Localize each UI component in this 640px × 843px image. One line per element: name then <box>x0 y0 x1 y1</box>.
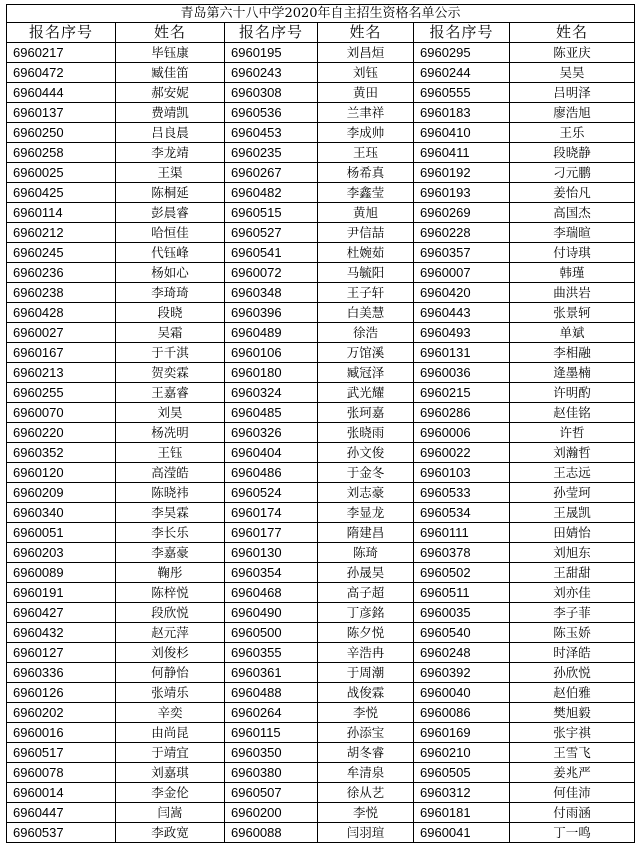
student-name-cell: 辛浩冉 <box>318 643 414 663</box>
table-row <box>7 223 635 243</box>
table-head <box>7 5 635 43</box>
student-name-cell: 万馆溪 <box>318 343 414 363</box>
student-name-cell: 武光耀 <box>318 383 414 403</box>
student-name-cell: 于靖宜 <box>116 743 225 763</box>
student-name-cell: 何佳沛 <box>510 783 635 803</box>
registration-number-cell: 6960502 <box>414 563 510 583</box>
student-name-cell: 吕明泽 <box>510 83 635 103</box>
student-name-cell: 逄墨楠 <box>510 363 635 383</box>
registration-number-cell: 6960511 <box>414 583 510 603</box>
registration-number-cell: 6960022 <box>414 443 510 463</box>
student-name-cell: 于千淇 <box>116 343 225 363</box>
student-name-cell: 吴昊 <box>510 63 635 83</box>
registration-number-cell: 6960340 <box>7 503 116 523</box>
table-row <box>7 423 635 443</box>
student-name-cell: 张宇祺 <box>510 723 635 743</box>
registration-number-cell: 6960209 <box>7 483 116 503</box>
registration-number-cell: 6960420 <box>414 283 510 303</box>
registration-number-cell: 6960537 <box>7 823 116 843</box>
student-name-cell: 由尚昆 <box>116 723 225 743</box>
student-name-cell: 臧冠泽 <box>318 363 414 383</box>
registration-number-cell: 6960137 <box>7 103 116 123</box>
student-name-cell: 刁元鹏 <box>510 163 635 183</box>
table-row <box>7 703 635 723</box>
registration-number-cell: 6960361 <box>225 663 318 683</box>
student-name-cell: 彭晨睿 <box>116 203 225 223</box>
registration-number-cell: 6960392 <box>414 663 510 683</box>
table-row <box>7 363 635 383</box>
student-name-cell: 臧佳笛 <box>116 63 225 83</box>
registration-number-cell: 6960308 <box>225 83 318 103</box>
student-name-cell: 兰聿祥 <box>318 103 414 123</box>
student-name-cell: 孙莹珂 <box>510 483 635 503</box>
student-name-cell: 刘志豪 <box>318 483 414 503</box>
table-row <box>7 323 635 343</box>
registration-number-cell: 6960534 <box>414 503 510 523</box>
table-row <box>7 403 635 423</box>
table-row <box>7 43 635 63</box>
table-row <box>7 723 635 743</box>
student-name-cell: 赵元萍 <box>116 623 225 643</box>
student-name-cell: 杨如心 <box>116 263 225 283</box>
student-name-cell: 郝安妮 <box>116 83 225 103</box>
student-name-cell: 王珏 <box>318 143 414 163</box>
title-row <box>7 5 635 23</box>
registration-number-cell: 6960404 <box>225 443 318 463</box>
registration-number-cell: 6960106 <box>225 343 318 363</box>
registration-number-cell: 6960264 <box>225 703 318 723</box>
registration-number-cell: 6960517 <box>7 743 116 763</box>
student-name-cell: 王子轩 <box>318 283 414 303</box>
student-name-cell: 高国杰 <box>510 203 635 223</box>
registration-number-cell: 6960488 <box>225 683 318 703</box>
student-name-cell: 李长乐 <box>116 523 225 543</box>
registration-number-cell: 6960447 <box>7 803 116 823</box>
registration-number-cell: 6960203 <box>7 543 116 563</box>
registration-number-cell: 6960215 <box>414 383 510 403</box>
registration-number-cell: 6960267 <box>225 163 318 183</box>
student-name-cell: 陈琦 <box>318 543 414 563</box>
student-name-cell: 丁一鸣 <box>510 823 635 843</box>
student-name-cell: 徐从艺 <box>318 783 414 803</box>
student-name-cell: 胡冬睿 <box>318 743 414 763</box>
table-row <box>7 783 635 803</box>
student-name-cell: 曲洪岩 <box>510 283 635 303</box>
table-row <box>7 803 635 823</box>
registration-number-cell: 6960485 <box>225 403 318 423</box>
registration-number-cell: 6960527 <box>225 223 318 243</box>
student-name-cell: 李金伦 <box>116 783 225 803</box>
student-name-cell: 孙晟昊 <box>318 563 414 583</box>
table-row <box>7 663 635 683</box>
student-name-cell: 王甜甜 <box>510 563 635 583</box>
student-name-cell: 孙文俊 <box>318 443 414 463</box>
student-name-cell: 李龙靖 <box>116 143 225 163</box>
student-name-cell: 赵佳铭 <box>510 403 635 423</box>
registration-number-cell: 6960006 <box>414 423 510 443</box>
registration-number-cell: 6960396 <box>225 303 318 323</box>
student-name-cell: 李相融 <box>510 343 635 363</box>
registration-number-cell: 6960200 <box>225 803 318 823</box>
registration-number-cell: 6960126 <box>7 683 116 703</box>
registration-number-cell: 6960025 <box>7 163 116 183</box>
registration-number-cell: 6960348 <box>225 283 318 303</box>
registration-number-cell: 6960355 <box>225 643 318 663</box>
table-row <box>7 463 635 483</box>
registration-number-cell: 6960536 <box>225 103 318 123</box>
registration-number-cell: 6960269 <box>414 203 510 223</box>
student-name-cell: 隋建昌 <box>318 523 414 543</box>
student-name-cell: 陈亚庆 <box>510 43 635 63</box>
registration-number-cell: 6960505 <box>414 763 510 783</box>
column-header-id: 报名序号 <box>414 23 510 43</box>
admission-list-table <box>6 4 635 843</box>
table-row <box>7 643 635 663</box>
registration-number-cell: 6960127 <box>7 643 116 663</box>
registration-number-cell: 6960169 <box>414 723 510 743</box>
student-name-cell: 李悦 <box>318 803 414 823</box>
student-name-cell: 张晓雨 <box>318 423 414 443</box>
registration-number-cell: 6960515 <box>225 203 318 223</box>
student-name-cell: 陈梓悦 <box>116 583 225 603</box>
registration-number-cell: 6960357 <box>414 243 510 263</box>
student-name-cell: 于周潮 <box>318 663 414 683</box>
registration-number-cell: 6960103 <box>414 463 510 483</box>
student-name-cell: 杨冼明 <box>116 423 225 443</box>
registration-number-cell: 6960035 <box>414 603 510 623</box>
table-row <box>7 63 635 83</box>
student-name-cell: 李琦琦 <box>116 283 225 303</box>
student-name-cell: 闫羽瑄 <box>318 823 414 843</box>
student-name-cell: 李瑞暄 <box>510 223 635 243</box>
registration-number-cell: 6960380 <box>225 763 318 783</box>
student-name-cell: 刘昌烜 <box>318 43 414 63</box>
table-row <box>7 683 635 703</box>
table-row <box>7 103 635 123</box>
registration-number-cell: 6960193 <box>414 183 510 203</box>
registration-number-cell: 6960212 <box>7 223 116 243</box>
table-row <box>7 503 635 523</box>
registration-number-cell: 6960115 <box>225 723 318 743</box>
table-row <box>7 443 635 463</box>
student-name-cell: 刘亦佳 <box>510 583 635 603</box>
student-name-cell: 孙添宝 <box>318 723 414 743</box>
student-name-cell: 王渠 <box>116 163 225 183</box>
student-name-cell: 王乐 <box>510 123 635 143</box>
student-name-cell: 刘钰 <box>318 63 414 83</box>
student-name-cell: 高子超 <box>318 583 414 603</box>
student-name-cell: 段晓 <box>116 303 225 323</box>
registration-number-cell: 6960183 <box>414 103 510 123</box>
registration-number-cell: 6960202 <box>7 703 116 723</box>
registration-number-cell: 6960070 <box>7 403 116 423</box>
student-name-cell: 樊旭毅 <box>510 703 635 723</box>
registration-number-cell: 6960540 <box>414 623 510 643</box>
page-title: 青岛第六十八中学2020年自主招生资格名单公示 <box>7 5 635 23</box>
registration-number-cell: 6960195 <box>225 43 318 63</box>
registration-number-cell: 6960411 <box>414 143 510 163</box>
table-row <box>7 123 635 143</box>
table-row <box>7 143 635 163</box>
registration-number-cell: 6960180 <box>225 363 318 383</box>
registration-number-cell: 6960228 <box>414 223 510 243</box>
registration-number-cell: 6960078 <box>7 763 116 783</box>
student-name-cell: 姜怡凡 <box>510 183 635 203</box>
registration-number-cell: 6960486 <box>225 463 318 483</box>
column-header-name: 姓名 <box>318 23 414 43</box>
column-header-name: 姓名 <box>116 23 225 43</box>
student-name-cell: 李显龙 <box>318 503 414 523</box>
registration-number-cell: 6960472 <box>7 63 116 83</box>
table-row <box>7 623 635 643</box>
registration-number-cell: 6960524 <box>225 483 318 503</box>
registration-number-cell: 6960174 <box>225 503 318 523</box>
registration-number-cell: 6960088 <box>225 823 318 843</box>
student-name-cell: 吴霜 <box>116 323 225 343</box>
student-name-cell: 牟清泉 <box>318 763 414 783</box>
student-name-cell: 段晓静 <box>510 143 635 163</box>
registration-number-cell: 6960236 <box>7 263 116 283</box>
table-row <box>7 183 635 203</box>
registration-number-cell: 6960378 <box>414 543 510 563</box>
registration-number-cell: 6960041 <box>414 823 510 843</box>
student-name-cell: 何静怡 <box>116 663 225 683</box>
student-name-cell: 马毓阳 <box>318 263 414 283</box>
registration-number-cell: 6960250 <box>7 123 116 143</box>
registration-number-cell: 6960027 <box>7 323 116 343</box>
student-name-cell: 付诗琪 <box>510 243 635 263</box>
student-name-cell: 杜婉茹 <box>318 243 414 263</box>
registration-number-cell: 6960245 <box>7 243 116 263</box>
student-name-cell: 孙欣悦 <box>510 663 635 683</box>
student-name-cell: 闫嵩 <box>116 803 225 823</box>
student-name-cell: 韩瑾 <box>510 263 635 283</box>
registration-number-cell: 6960354 <box>225 563 318 583</box>
student-name-cell: 王雪飞 <box>510 743 635 763</box>
table-row <box>7 563 635 583</box>
registration-number-cell: 6960500 <box>225 623 318 643</box>
student-name-cell: 刘嘉琪 <box>116 763 225 783</box>
table-row <box>7 343 635 363</box>
column-header-id: 报名序号 <box>225 23 318 43</box>
student-name-cell: 廖浩旭 <box>510 103 635 123</box>
student-name-cell: 李子菲 <box>510 603 635 623</box>
table-row <box>7 83 635 103</box>
student-name-cell: 张靖乐 <box>116 683 225 703</box>
table-row <box>7 763 635 783</box>
registration-number-cell: 6960072 <box>225 263 318 283</box>
registration-number-cell: 6960131 <box>414 343 510 363</box>
header-row <box>7 23 635 43</box>
student-name-cell: 丁彦銘 <box>318 603 414 623</box>
registration-number-cell: 6960453 <box>225 123 318 143</box>
student-name-cell: 杨希真 <box>318 163 414 183</box>
student-name-cell: 黄旭 <box>318 203 414 223</box>
registration-number-cell: 6960040 <box>414 683 510 703</box>
column-header-id: 报名序号 <box>7 23 116 43</box>
table-row <box>7 823 635 843</box>
registration-number-cell: 6960235 <box>225 143 318 163</box>
student-name-cell: 黄田 <box>318 83 414 103</box>
student-name-cell: 刘瀚哲 <box>510 443 635 463</box>
table-row <box>7 383 635 403</box>
registration-number-cell: 6960111 <box>414 523 510 543</box>
registration-number-cell: 6960217 <box>7 43 116 63</box>
student-name-cell: 高滢皓 <box>116 463 225 483</box>
registration-number-cell: 6960336 <box>7 663 116 683</box>
registration-number-cell: 6960244 <box>414 63 510 83</box>
registration-number-cell: 6960051 <box>7 523 116 543</box>
student-name-cell: 鞠彤 <box>116 563 225 583</box>
student-name-cell: 战俊霖 <box>318 683 414 703</box>
registration-number-cell: 6960120 <box>7 463 116 483</box>
student-name-cell: 李鑫莹 <box>318 183 414 203</box>
student-name-cell: 陈玉娇 <box>510 623 635 643</box>
registration-number-cell: 6960507 <box>225 783 318 803</box>
student-name-cell: 辛奕 <box>116 703 225 723</box>
registration-number-cell: 6960444 <box>7 83 116 103</box>
registration-number-cell: 6960014 <box>7 783 116 803</box>
student-name-cell: 刘旭东 <box>510 543 635 563</box>
registration-number-cell: 6960243 <box>225 63 318 83</box>
registration-number-cell: 6960255 <box>7 383 116 403</box>
student-name-cell: 段欣悦 <box>116 603 225 623</box>
registration-number-cell: 6960326 <box>225 423 318 443</box>
registration-number-cell: 6960210 <box>414 743 510 763</box>
student-name-cell: 陈夕悦 <box>318 623 414 643</box>
registration-number-cell: 6960493 <box>414 323 510 343</box>
student-name-cell: 张景轲 <box>510 303 635 323</box>
table-row <box>7 583 635 603</box>
registration-number-cell: 6960016 <box>7 723 116 743</box>
table-row <box>7 203 635 223</box>
student-name-cell: 张珂嘉 <box>318 403 414 423</box>
registration-number-cell: 6960007 <box>414 263 510 283</box>
registration-number-cell: 6960425 <box>7 183 116 203</box>
registration-number-cell: 6960352 <box>7 443 116 463</box>
registration-number-cell: 6960443 <box>414 303 510 323</box>
registration-number-cell: 6960533 <box>414 483 510 503</box>
registration-number-cell: 6960238 <box>7 283 116 303</box>
registration-number-cell: 6960036 <box>414 363 510 383</box>
registration-number-cell: 6960086 <box>414 703 510 723</box>
table-row <box>7 303 635 323</box>
student-name-cell: 王晟凯 <box>510 503 635 523</box>
table-row <box>7 283 635 303</box>
registration-number-cell: 6960489 <box>225 323 318 343</box>
registration-number-cell: 6960541 <box>225 243 318 263</box>
registration-number-cell: 6960324 <box>225 383 318 403</box>
registration-number-cell: 6960295 <box>414 43 510 63</box>
student-name-cell: 王钰 <box>116 443 225 463</box>
registration-number-cell: 6960177 <box>225 523 318 543</box>
registration-number-cell: 6960490 <box>225 603 318 623</box>
student-name-cell: 于金冬 <box>318 463 414 483</box>
student-name-cell: 白美慧 <box>318 303 414 323</box>
registration-number-cell: 6960191 <box>7 583 116 603</box>
student-name-cell: 毕钰康 <box>116 43 225 63</box>
student-name-cell: 许明酌 <box>510 383 635 403</box>
registration-number-cell: 6960089 <box>7 563 116 583</box>
column-header-name: 姓名 <box>510 23 635 43</box>
student-name-cell: 许哲 <box>510 423 635 443</box>
student-name-cell: 姜兆严 <box>510 763 635 783</box>
student-name-cell: 单斌 <box>510 323 635 343</box>
registration-number-cell: 6960555 <box>414 83 510 103</box>
table-row <box>7 603 635 623</box>
registration-number-cell: 6960130 <box>225 543 318 563</box>
student-name-cell: 刘昊 <box>116 403 225 423</box>
table-row <box>7 523 635 543</box>
table-row <box>7 483 635 503</box>
table-body <box>7 43 635 843</box>
registration-number-cell: 6960427 <box>7 603 116 623</box>
registration-number-cell: 6960410 <box>414 123 510 143</box>
registration-number-cell: 6960312 <box>414 783 510 803</box>
registration-number-cell: 6960432 <box>7 623 116 643</box>
registration-number-cell: 6960167 <box>7 343 116 363</box>
student-name-cell: 时泽皓 <box>510 643 635 663</box>
student-name-cell: 陈桐延 <box>116 183 225 203</box>
student-name-cell: 李嘉豪 <box>116 543 225 563</box>
registration-number-cell: 6960248 <box>414 643 510 663</box>
registration-number-cell: 6960213 <box>7 363 116 383</box>
registration-number-cell: 6960220 <box>7 423 116 443</box>
student-name-cell: 陈晓祎 <box>116 483 225 503</box>
student-name-cell: 徐浩 <box>318 323 414 343</box>
student-name-cell: 李悦 <box>318 703 414 723</box>
student-name-cell: 李政宽 <box>116 823 225 843</box>
student-name-cell: 吕良晨 <box>116 123 225 143</box>
table-row <box>7 263 635 283</box>
student-name-cell: 费靖凯 <box>116 103 225 123</box>
student-name-cell: 田婧怡 <box>510 523 635 543</box>
registration-number-cell: 6960192 <box>414 163 510 183</box>
table-row <box>7 543 635 563</box>
student-name-cell: 李昊霖 <box>116 503 225 523</box>
registration-number-cell: 6960482 <box>225 183 318 203</box>
student-name-cell: 贺奕霖 <box>116 363 225 383</box>
registration-number-cell: 6960286 <box>414 403 510 423</box>
student-name-cell: 李成帅 <box>318 123 414 143</box>
student-name-cell: 刘俊杉 <box>116 643 225 663</box>
registration-number-cell: 6960114 <box>7 203 116 223</box>
student-name-cell: 赵伯雅 <box>510 683 635 703</box>
table-row <box>7 743 635 763</box>
student-name-cell: 尹信喆 <box>318 223 414 243</box>
registration-number-cell: 6960350 <box>225 743 318 763</box>
registration-number-cell: 6960181 <box>414 803 510 823</box>
registration-number-cell: 6960258 <box>7 143 116 163</box>
student-name-cell: 王志远 <box>510 463 635 483</box>
table-row <box>7 243 635 263</box>
registration-number-cell: 6960468 <box>225 583 318 603</box>
student-name-cell: 王嘉睿 <box>116 383 225 403</box>
student-name-cell: 代钰峰 <box>116 243 225 263</box>
registration-number-cell: 6960428 <box>7 303 116 323</box>
student-name-cell: 付雨涵 <box>510 803 635 823</box>
student-name-cell: 哈恒佳 <box>116 223 225 243</box>
table-row <box>7 163 635 183</box>
